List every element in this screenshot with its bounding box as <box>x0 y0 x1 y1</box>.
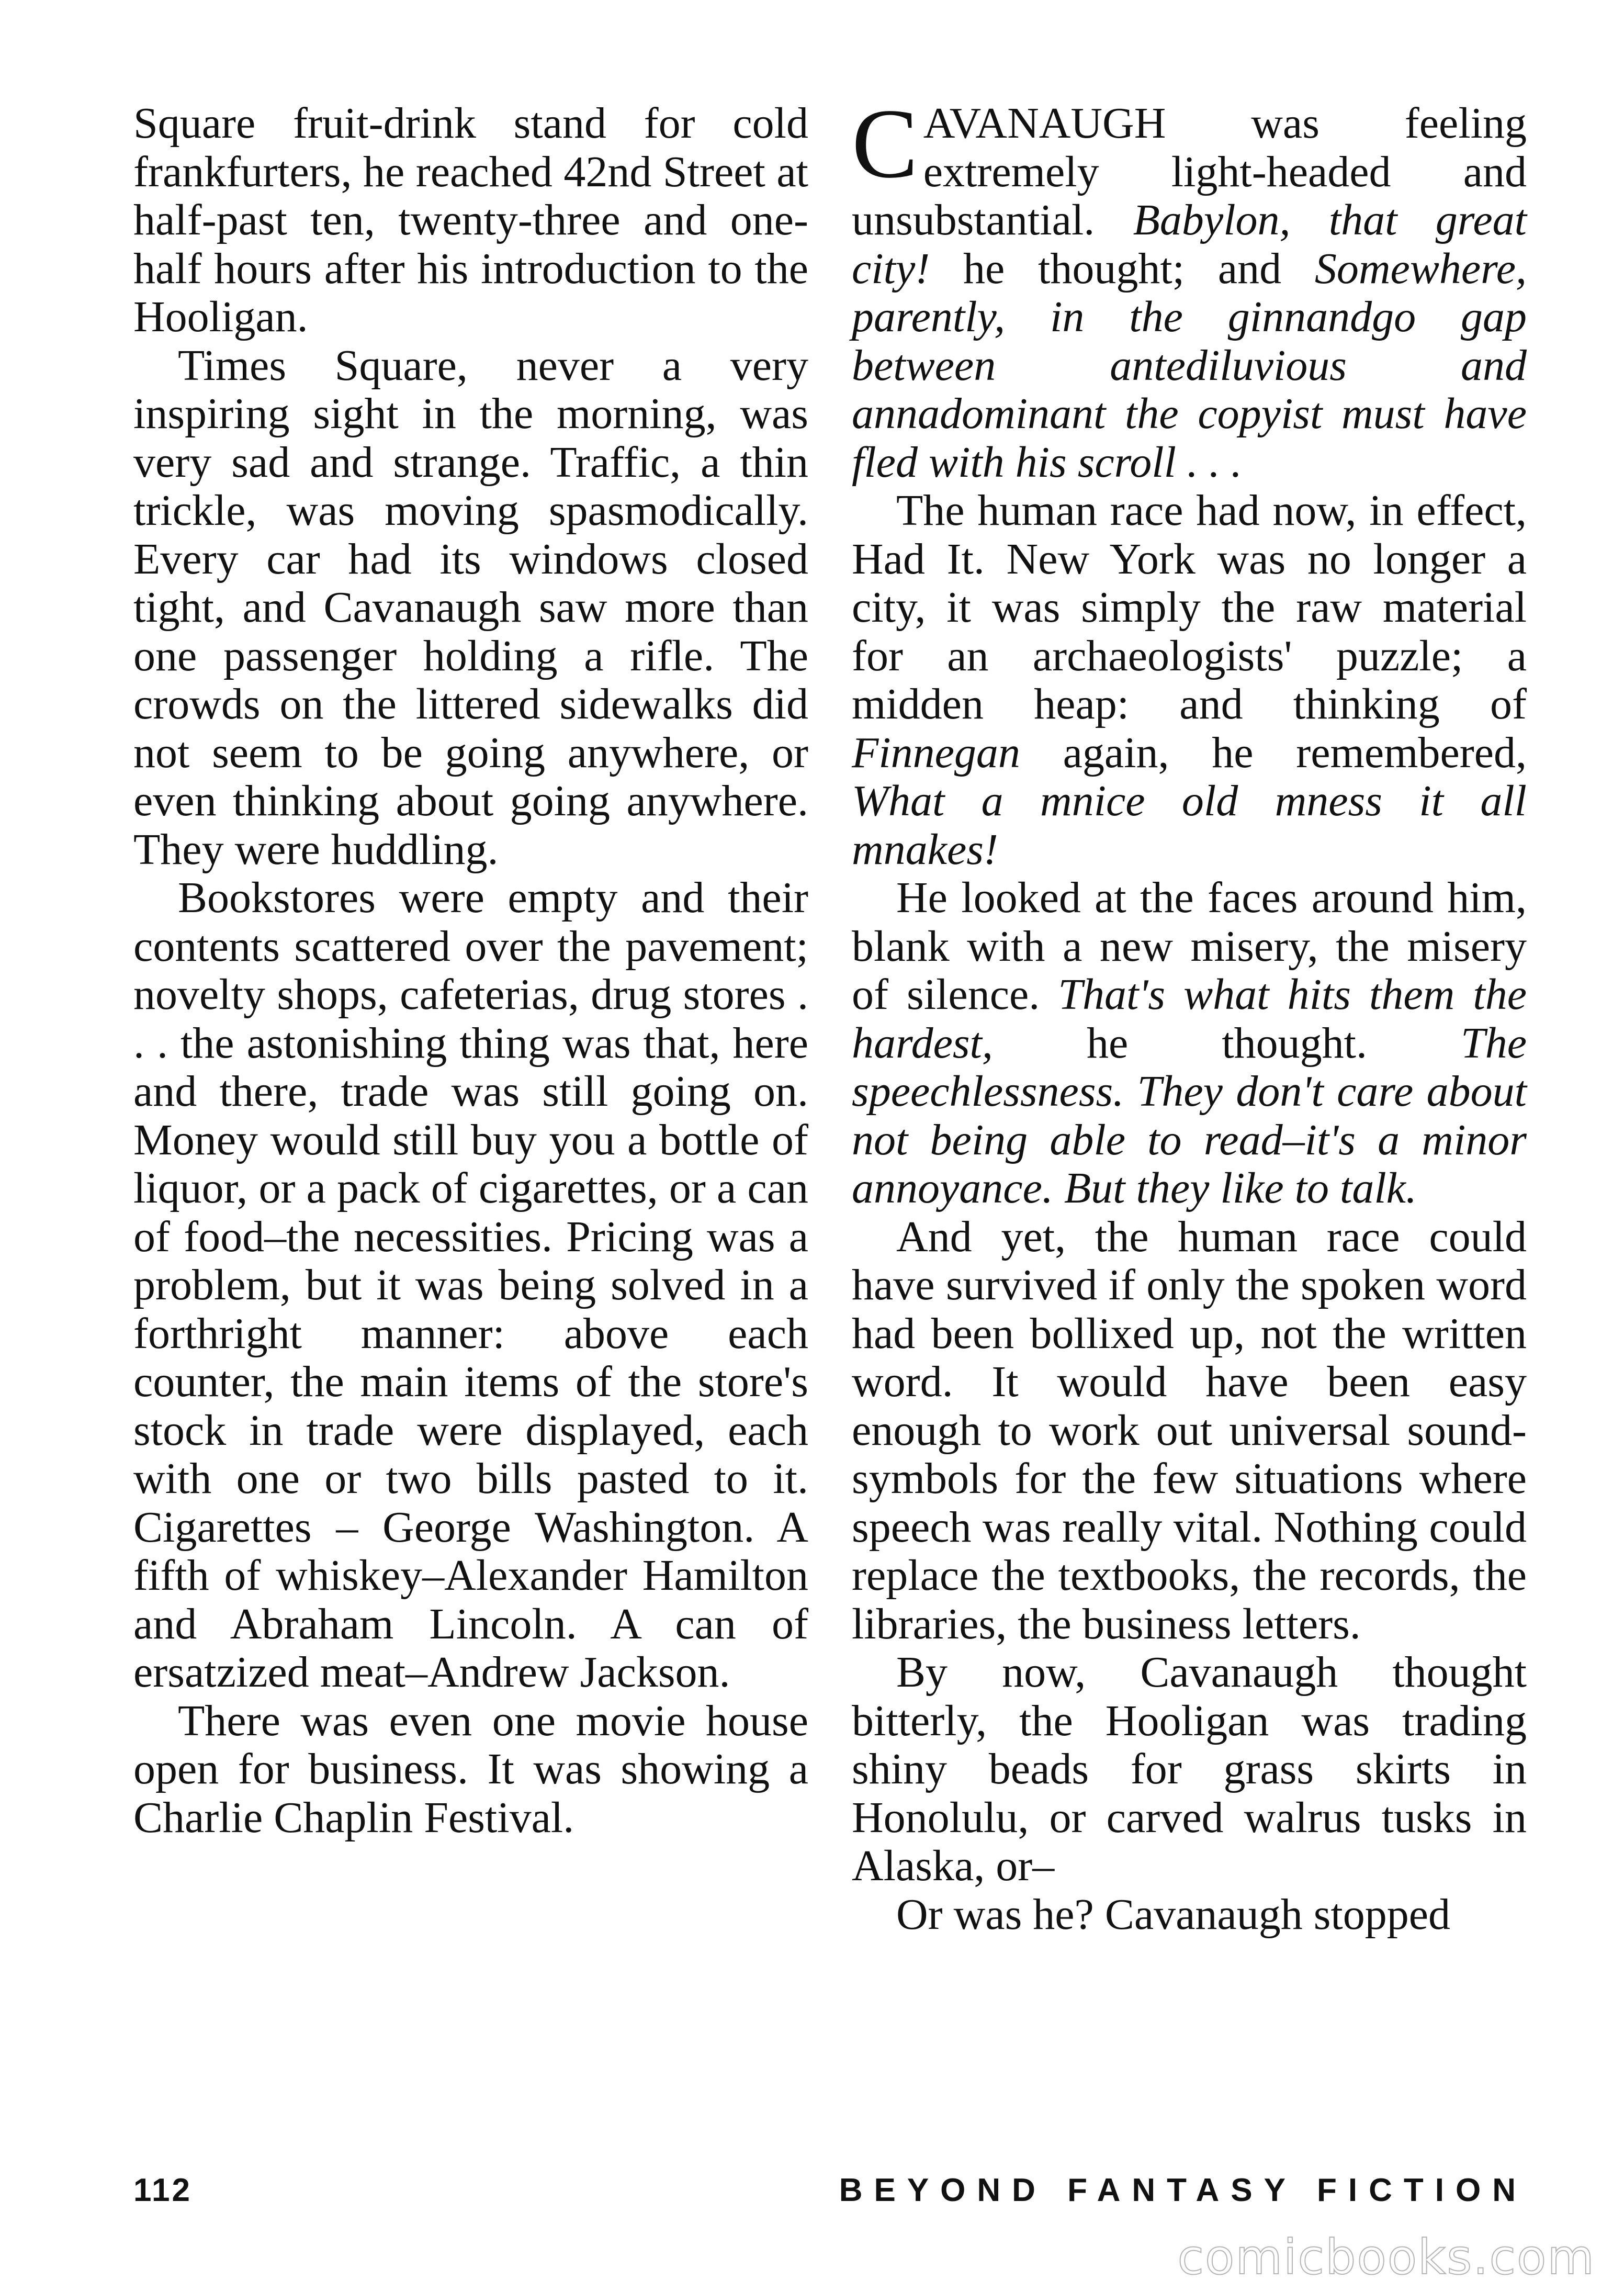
text-run: he thought. <box>1086 1018 1367 1068</box>
paragraph: Times Square, never a very inspiring sight in the morning, was very sad and strange. Traffic, a thin trickle, was moving spasmodically. Every car had its windows closed tight, and Cavanaugh saw more than one passenger holding a rifle. The crowds on the littered sidewalks did not seem to be going anywhere, or even thinking about going anywhere. They were huddling. <box>133 341 808 874</box>
text-run: AVANAUGH was feeling extremely light-headed and unsubstantial. <box>852 99 1527 244</box>
watermark: comicbooks.com <box>1177 2229 1595 2285</box>
paragraph: There was even one movie house open for business. It was showing a Charlie Chaplin Festival. <box>133 1696 808 1842</box>
page-number: 112 <box>133 2172 193 2208</box>
paragraph: Bookstores were empty and their contents scattered over the pavement; novelty shops, cafeterias, drug stores . . . the astonishing thing was that, here and there, trade was still going on. Money would still buy you a bottle of liquor, or a pack of cigarettes, or a can of food–the necessities. Pricing was a problem, but it was being solved in a forthright manner: above each counter, the main items of the store's stock in trade were displayed, each with one or two bills pasted to it. Cigarettes – George Washington. A fifth of whiskey–Alexander Hamilton and Abraham Lincoln. A can of ersatzized meat–Andrew Jackson. <box>133 873 808 1697</box>
paragraph: By now, Cavanaugh thought bitterly, the Hooligan was trading shiny beads for grass skirts in Honolulu, or carved walrus tusks in Alaska, or– <box>852 1648 1527 1890</box>
page-footer <box>133 2172 1527 2214</box>
paragraph <box>852 874 1527 1213</box>
italic-text: Finnegan <box>852 728 1020 777</box>
paragraph: And yet, the human race could have survived if only the spoken word had been bollixed up, not the written word. It would have been easy enough to work out universal sound-symbols for the few situations where speech was really vital. Nothing could replace the textbooks, the records, the libraries, the business letters. <box>852 1212 1527 1648</box>
italic-text: What a mnice old mness it all mnakes! <box>852 777 1527 874</box>
text-run: again, he remembered, <box>1063 728 1527 777</box>
italic-text: The speechlessness. They don't care about not being able to read–it's a minor annoyance. But they like to talk. <box>852 1018 1527 1212</box>
left-text-column <box>133 99 808 1842</box>
paragraph <box>852 487 1527 874</box>
italic-text: Babylon, that great city! <box>852 196 1527 293</box>
running-head: BEYOND FANTASY FICTION <box>839 2172 1527 2208</box>
text-run: He looked at the faces around him, blank with a new misery, the misery of silence. <box>852 873 1527 1019</box>
italic-text: That's what hits them the hardest, <box>852 970 1527 1068</box>
paragraph: Square fruit-drink stand for cold frankfurters, he reached 42nd Street at half-past ten, twenty-three and one-half hours after his introduction to the Hooligan. <box>133 99 808 341</box>
drop-cap: C <box>852 89 918 199</box>
text-run: he thought; and <box>963 244 1282 293</box>
paragraph: Or was he? Cavanaugh stopped <box>896 1890 1451 1939</box>
right-text-column <box>852 89 1527 1939</box>
text-run: The human race had now, in effect, Had It. New York was no longer a city, it was simply the raw material for an archaeologists' puzzle; a midden heap: and thinking of <box>852 486 1527 728</box>
paragraph <box>852 89 1527 487</box>
italic-text: Somewhere, parently, in the ginnandgo gap between antediluvious and annadominant the copyist must have fled with his scroll . . . <box>852 244 1527 487</box>
